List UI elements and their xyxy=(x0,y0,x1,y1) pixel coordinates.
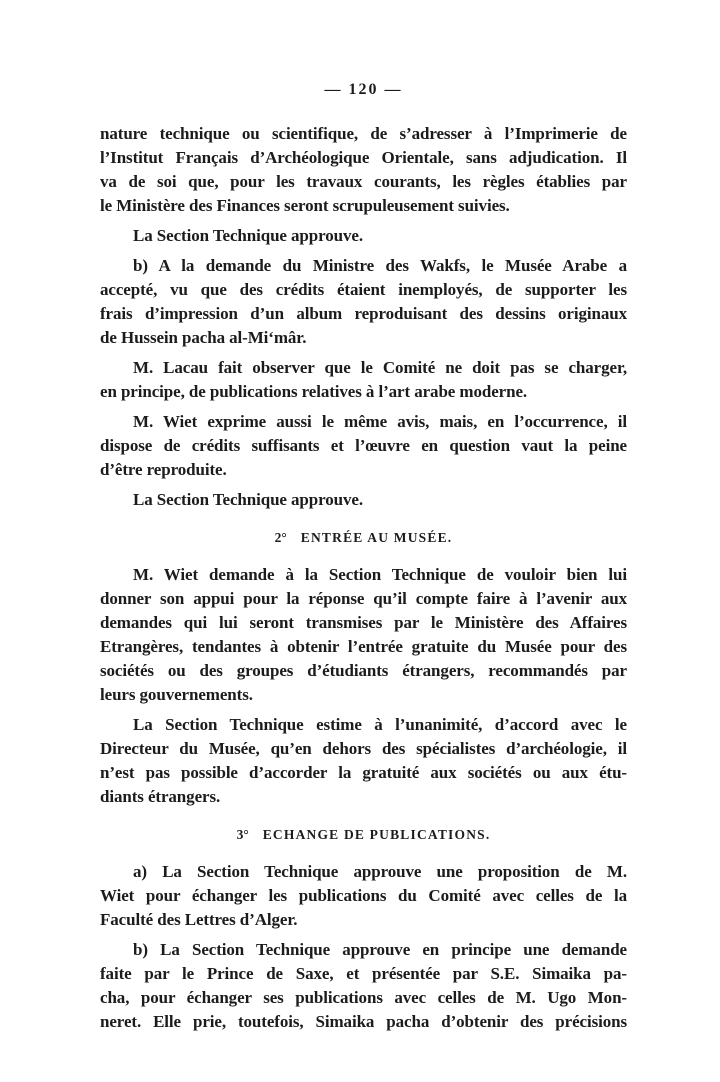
text-line: sociétés ou des groupes d’étudiants étrangers, recommandés par xyxy=(100,661,627,680)
text-line: dispose de crédits suffisants et l’œuvre en question vaut la peine xyxy=(100,436,627,455)
paragraph xyxy=(100,410,627,482)
text-line: n’est pas possible d’accorder la gratuité aux sociétés ou aux étu- xyxy=(100,763,627,782)
section-title: ENTRÉE AU MUSÉE. xyxy=(300,530,453,545)
text-line: frais d’impression d’un album reproduisant des dessins originaux xyxy=(100,304,627,323)
text-line: b) La Section Technique approuve en principe une demande xyxy=(133,940,627,959)
text-line: nature technique ou scientifique, de s’adresser à l’Imprimerie de xyxy=(100,124,627,143)
text-line: leurs gouvernements. xyxy=(100,685,253,704)
paragraph xyxy=(100,713,627,809)
text-line: La Section Technique approuve. xyxy=(133,226,364,245)
text-line: a) La Section Technique approuve une proposition de M. xyxy=(133,862,627,881)
paragraph xyxy=(100,356,627,404)
paragraph xyxy=(100,938,627,1034)
text-line: M. Lacau fait observer que le Comité ne doit pas se charger, xyxy=(133,358,627,377)
text-line: le Ministère des Finances seront scrupuleusement suivies. xyxy=(100,196,510,215)
section-ordinal: 2° xyxy=(274,530,287,545)
page-number: — 120 — xyxy=(324,81,403,98)
paragraph xyxy=(100,254,627,350)
text-line: d’être reproduite. xyxy=(100,460,227,479)
text-line: Directeur du Musée, qu’en dehors des spécialistes d’archéologie, il xyxy=(100,739,627,758)
text-line: M. Wiet exprime aussi le même avis, mais, en l’occurrence, il xyxy=(133,412,627,431)
text-line: en principe, de publications relatives à l’art arabe moderne. xyxy=(100,382,528,401)
section-ordinal: 3° xyxy=(236,827,249,842)
text-line: cha, pour échanger ses publications avec celles de M. Ugo Mon- xyxy=(100,988,627,1007)
text-line: La Section Technique approuve. xyxy=(133,490,364,509)
paragraph xyxy=(100,224,627,248)
text-line: b) A la demande du Ministre des Wakfs, le Musée Arabe a xyxy=(133,256,627,275)
paragraph xyxy=(100,122,627,218)
section-heading xyxy=(100,529,627,547)
text-line: La Section Technique estime à l’unanimité, d’accord avec le xyxy=(133,715,627,734)
text-line: diants étrangers. xyxy=(100,787,221,806)
section-heading xyxy=(100,826,627,844)
text-line: Wiet pour échanger les publications du Comité avec celles de la xyxy=(100,886,627,905)
text-line: va de soi que, pour les travaux courants, les règles établies par xyxy=(100,172,627,191)
text-line: l’Institut Français d’Archéologique Orientale, sans adjudication. Il xyxy=(100,148,627,167)
text-line: demandes qui lui seront transmises par le Ministère des Affaires xyxy=(100,613,627,632)
text-line: faite par le Prince de Saxe, et présentée par S.E. Simaika pa- xyxy=(100,964,627,983)
paragraph xyxy=(100,563,627,707)
paragraph xyxy=(100,860,627,932)
text-line: neret. Elle prie, toutefois, Simaika pacha d’obtenir des précisions xyxy=(100,1012,627,1031)
text-line: donner son appui pour la réponse qu’il compte faire à l’avenir aux xyxy=(100,589,627,608)
text-line: M. Wiet demande à la Section Technique de vouloir bien lui xyxy=(133,565,627,584)
text-line: accepté, vu que des crédits étaient inemployés, de supporter les xyxy=(100,280,627,299)
paragraph xyxy=(100,488,627,512)
text-line: Etrangères, tendantes à obtenir l’entrée gratuite du Musée pour des xyxy=(100,637,627,656)
text-line: Faculté des Lettres d’Alger. xyxy=(100,910,298,929)
text-line: de Hussein pacha al-Mi‘mâr. xyxy=(100,328,307,347)
section-title: ECHANGE DE PUBLICATIONS. xyxy=(262,827,491,842)
text-block xyxy=(100,122,627,1034)
